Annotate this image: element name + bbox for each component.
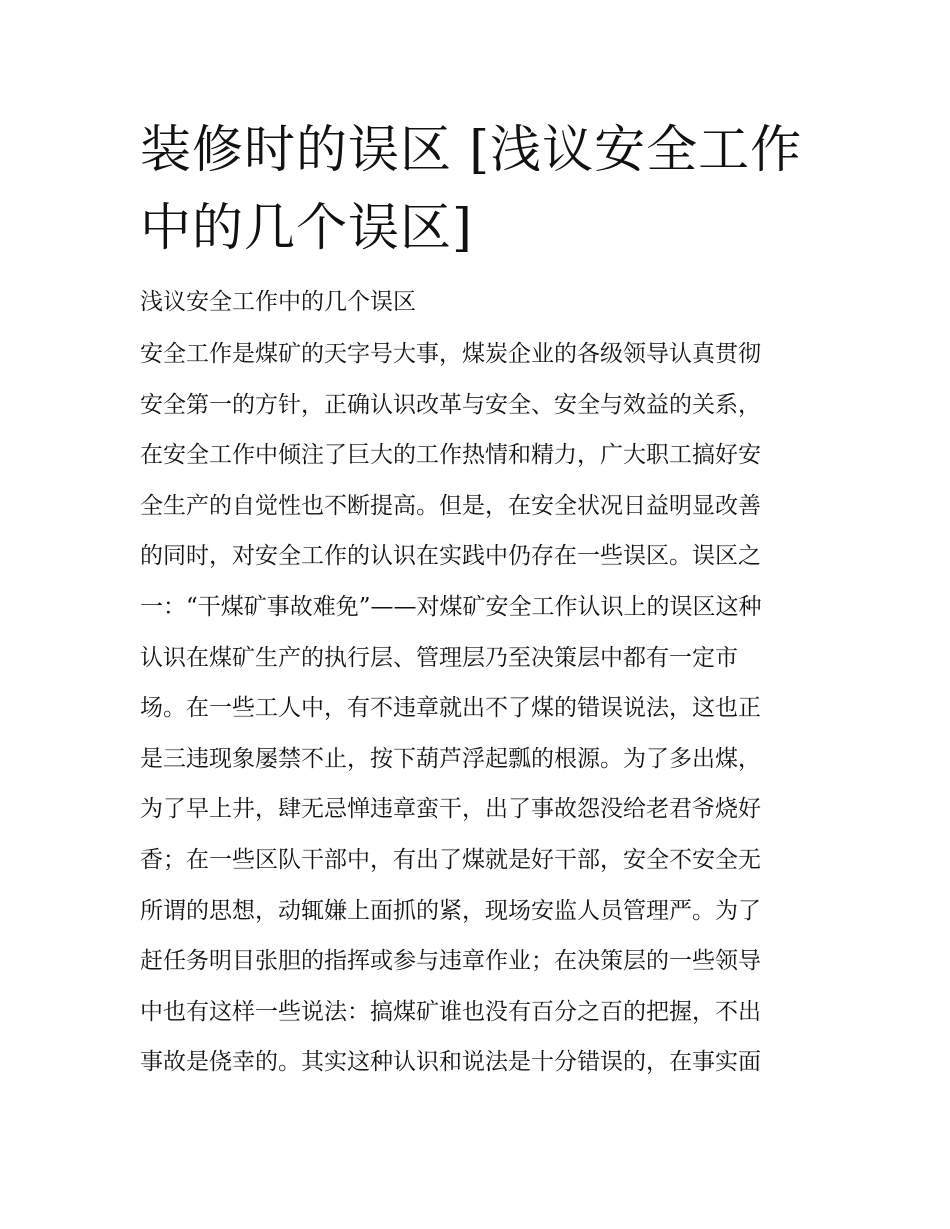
body-line-2: 安全第一的方针，正确认识改革与安全、安全与效益的关系， [140,391,761,418]
body-text [140,329,820,1088]
body-line-3: 在安全工作中倾注了巨大的工作热情和精力，广大职工搞好安 [140,442,761,469]
body-line-5: 的同时，对安全工作的认识在实践中仍存在一些误区。误区之 [140,543,761,570]
body-line-7: 认识在煤矿生产的执行层、管理层乃至决策层中都有一定市 [140,644,738,671]
body-line-1: 安全工作是煤矿的天字号大事，煤炭企业的各级领导认真贯彻 [140,341,761,367]
body-line-11: 香；在一些区队干部中，有出了煤就是好干部，安全不安全无 [140,846,761,873]
body-line-9: 是三违现象屡禁不止，按下葫芦浮起瓢的根源。为了多出煤， [140,745,761,772]
body-line-12: 所谓的思想，动辄嫌上面抓的紧，现场安监人员管理严。为了 [140,897,761,924]
body-line-4: 全生产的自觉性也不断提高。但是，在安全状况日益明显改善 [140,492,761,519]
body-line-8: 场。在一些工人中，有不违章就出不了煤的错误说法，这也正 [140,695,761,722]
body-line-6: 一：“干煤矿事故难免”——对煤矿安全工作认识上的误区这种 [140,593,762,620]
document-subtitle: 浅议安全工作中的几个误区 [140,289,416,315]
body-line-15: 事故是侥幸的。其实这种认识和说法是十分错误的，在事实面 [140,1049,761,1076]
body-line-14: 中也有这样一些说法：搞煤矿谁也没有百分之百的把握，不出 [140,998,761,1025]
body-line-10: 为了早上井，肆无忌惮违章蛮干，出了事故怨没给老君爷烧好 [140,796,761,823]
document-title: 装修时的误区 [浅议安全工作中的几个误区] [140,121,803,258]
body-line-13: 赶任务明目张胆的指挥或参与违章作业；在决策层的一些领导 [140,948,761,975]
